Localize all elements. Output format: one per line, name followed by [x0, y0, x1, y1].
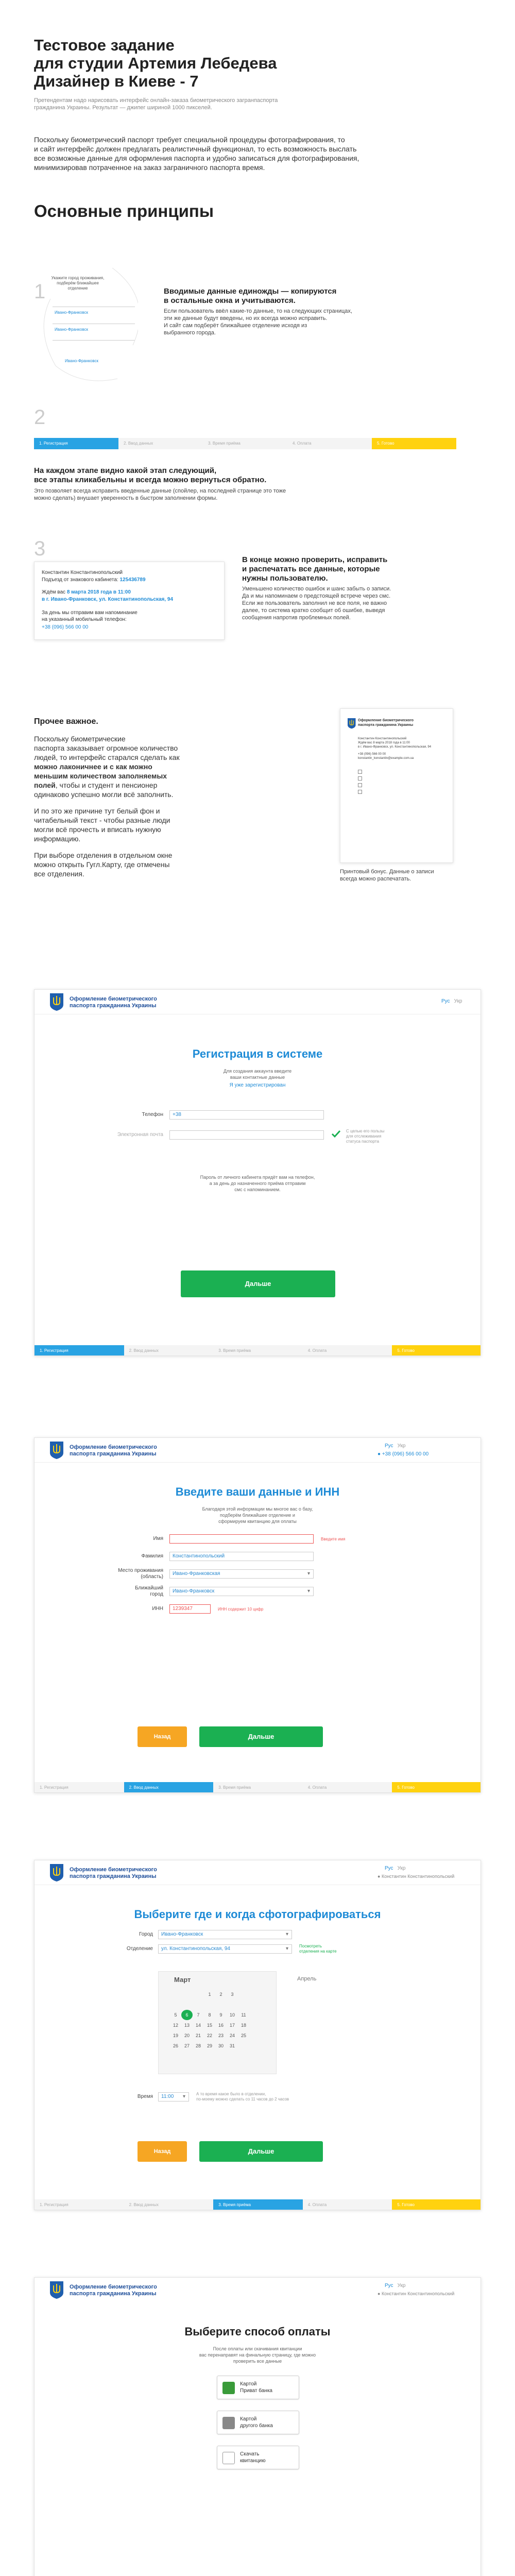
- surname-input[interactable]: Константинопольский: [169, 1552, 314, 1561]
- summary-name: Константин Константинопольский: [42, 570, 123, 575]
- already-registered-link[interactable]: Я уже зарегистрирован: [229, 1082, 286, 1088]
- lang-ru[interactable]: Рус: [385, 1443, 393, 1449]
- step-4[interactable]: 4. Оплата: [303, 2199, 392, 2210]
- coat-of-arms-icon: [50, 993, 63, 1011]
- step-4[interactable]: 4. Оплата: [287, 438, 372, 449]
- inn-error: ИНН содержит 10 цифр: [218, 1607, 264, 1612]
- summary-office: Подъезд от знакового кабинета: 125436789: [42, 577, 146, 583]
- next-button[interactable]: Дальше: [181, 1270, 335, 1297]
- principle1-city2: Ивано-Франковск: [55, 327, 88, 332]
- app-header: [35, 990, 480, 1014]
- principle1-city3: Ивано-Франковск: [65, 359, 98, 363]
- principle1-text: Если пользователь ввёл какие-то данные, то на следующих страницах, эти же данные будут введены, но их всегда можно исправить. И сайт сам подберёт ближайшее отделение исходя из выбранного города.: [164, 308, 352, 336]
- email-hint: С целью его пользы для отслеживания статуса паспорта: [346, 1129, 385, 1144]
- calendar-day[interactable]: 20: [184, 2033, 190, 2038]
- calendar-day[interactable]: 24: [229, 2033, 235, 2038]
- city-label: Город: [139, 1931, 153, 1937]
- calendar-day[interactable]: 10: [229, 2012, 235, 2018]
- principle1-arcs: [35, 268, 138, 386]
- calendar-day[interactable]: [238, 1989, 249, 1999]
- print-checklist: [358, 770, 435, 793]
- principle2-text: Это позволяет всегда исправить введенные данные (спойлер, на последней странице это тоже можно сделать) внушает уверенность в быстром заполнении формы.: [34, 488, 286, 501]
- step-3[interactable]: 3. Время приёма: [203, 438, 287, 449]
- calendar-day[interactable]: 18: [241, 2023, 246, 2028]
- registration-title: Регистрация в системе: [192, 1047, 323, 1060]
- misc-text: Поскольку биометрические паспорта заказывает огромное количество людей, то интерфейс старался сделать как можно лаконичнее и с как можно меньшим количеством заполняемых полей, чтобы и студент и пенсионер одинаково успешно могли всё заполнить. И по это же причине тут белый фон и читабельный текст - чтобы разные люди могли всё прочесть и вписать нужную информацию. При выборе отделения в отдельном окне можно открыть Гугл.Карту, где отмечены все отделения.: [34, 735, 180, 878]
- user-icon: ●: [377, 2291, 381, 2296]
- calendar-day[interactable]: [170, 1989, 181, 1999]
- coat-of-arms-icon: [50, 1864, 63, 1882]
- language-switch[interactable]: [385, 1443, 405, 1449]
- phone-label: Телефон: [142, 1112, 163, 1117]
- calendar-month: Март: [174, 1976, 191, 1984]
- header-user[interactable]: ● Константин Константинопольский: [377, 2291, 455, 2296]
- app-title: Оформление биометрического паспорта гражданина Украины: [70, 2284, 157, 2297]
- calendar-day[interactable]: 23: [218, 2033, 224, 2038]
- step-1[interactable]: 1. Регистрация: [35, 1782, 124, 1793]
- header-phone: ● +38 (096) 566 00 00: [377, 1451, 429, 1457]
- print-body: Константин Константинопольский Ждём вас 8 марта 2018 года в 11:00 в г. Ивано-Франковск, ул. Константинопольская, 94 +38 (096) 566 00 00 konstantin_konstantin@example.com.ua: [358, 737, 432, 760]
- calendar-day[interactable]: [181, 1989, 193, 1999]
- app-title: Оформление биометрического паспорта гражданина Украины: [70, 1444, 157, 1457]
- calendar-day[interactable]: [238, 2041, 249, 2051]
- calendar-day[interactable]: 6: [181, 2010, 193, 2020]
- step-1[interactable]: 1. Регистрация: [34, 438, 118, 449]
- time-select[interactable]: 11:00 ▾: [158, 2092, 189, 2102]
- summary-addr: в г. Ивано-Франковск, ул. Константинопольская, 94: [42, 597, 174, 602]
- coat-of-arms-icon: [50, 1442, 63, 1459]
- lang-ua[interactable]: Укр: [397, 2283, 406, 2289]
- calendar-day[interactable]: 7: [197, 2012, 200, 2018]
- language-switch[interactable]: [385, 1866, 405, 1871]
- app-header: [35, 2278, 480, 2302]
- screen-payment: [34, 2277, 481, 2576]
- stepbar: [35, 1782, 481, 1793]
- principle1-city1: Ивано-Франковск: [55, 310, 88, 315]
- region-label: Место проживания (область): [118, 1568, 163, 1580]
- phone-input[interactable]: +38: [169, 1110, 324, 1120]
- document-icon: [222, 2452, 235, 2464]
- step-3[interactable]: 3. Время приёма: [213, 2199, 303, 2210]
- email-label: Электронная почта: [117, 1132, 163, 1138]
- calendar-grid: [170, 1989, 249, 2051]
- calendar-day[interactable]: [204, 1999, 215, 2010]
- print-caption: Принтовый бонус. Данные о записи всегда можно распечатать.: [340, 869, 434, 882]
- calendar-day[interactable]: 11: [241, 2012, 246, 2018]
- language-switch[interactable]: [441, 998, 462, 1004]
- principle2-title: На каждом этапе видно какой этап следующий, все этапы кликабельны и всегда можно вернуться обратно.: [34, 466, 267, 484]
- calendar-day[interactable]: 12: [173, 2023, 178, 2028]
- next-button[interactable]: Дальше: [199, 2141, 323, 2162]
- chevron-down-icon: ▾: [182, 2094, 185, 2099]
- privatbank-icon: [222, 2382, 235, 2394]
- inn-label: ИНН: [152, 1606, 163, 1612]
- stepbar: [35, 1345, 481, 1356]
- data-desc: Благодаря этой информации мы многое вас о базу, подберём ближайшее отделение и сформируем квитанцию для оплаты: [202, 1506, 313, 1524]
- lang-ru[interactable]: Рус: [385, 2283, 393, 2289]
- calendar-day[interactable]: 29: [207, 2043, 212, 2048]
- step-3[interactable]: 3. Время приёма: [213, 1345, 303, 1356]
- nearest-city-label: Ближайший город: [135, 1585, 163, 1597]
- step-4[interactable]: 4. Оплата: [303, 1345, 392, 1356]
- office-label: Отделение: [126, 1946, 153, 1952]
- principle3-summary-card: [34, 562, 225, 640]
- calendar-day[interactable]: 9: [219, 2012, 222, 2018]
- step-5[interactable]: 5. Готово: [392, 1345, 481, 1356]
- calendar-day[interactable]: 1: [208, 1992, 211, 1997]
- app-title: Оформление биометрического паспорта гражданина Украины: [70, 1867, 157, 1879]
- user-icon: ●: [377, 1451, 381, 1457]
- step-2[interactable]: 2. Ввод данных: [124, 1345, 214, 1356]
- calendar-day[interactable]: 22: [207, 2033, 212, 2038]
- language-switch[interactable]: [385, 2283, 405, 2289]
- chevron-down-icon: ▾: [285, 1946, 288, 1952]
- chevron-down-icon: ▾: [307, 1571, 310, 1577]
- time-note: А то время какое было в отделении, по-моему можно сделать со 11 часов до 2 часов: [196, 2092, 289, 2102]
- inn-input[interactable]: 1239347: [169, 1604, 211, 1614]
- registration-desc: Для создания аккаунта введите ваши контактные данные: [223, 1069, 292, 1080]
- calendar-day[interactable]: 5: [174, 2012, 177, 2018]
- summary-note: За день мы отправим вам напоминание на указанный мобильный телефон:: [42, 610, 138, 622]
- intro-title-line2: для студии Артемия Лебедева: [34, 54, 277, 72]
- step-4[interactable]: 4. Оплата: [303, 1782, 392, 1793]
- calendar-day[interactable]: 26: [173, 2043, 178, 2048]
- data-title: Введите ваши данные и ИНН: [175, 1485, 340, 1498]
- step-2[interactable]: 2. Ввод данных: [124, 2199, 214, 2210]
- calendar-day[interactable]: 3: [231, 1992, 234, 1997]
- lang-ua[interactable]: Укр: [397, 1866, 406, 1871]
- step-5[interactable]: 5. Готово: [392, 2199, 481, 2210]
- map-link[interactable]: Посмотреть отделения на карте: [299, 1944, 337, 1954]
- principle1-mock-text: Укажите город проживания, подберём ближайшее отделение: [51, 276, 105, 291]
- calendar-day[interactable]: [227, 1999, 238, 2010]
- time-title: Выберите где и когда сфотографироваться: [134, 1908, 381, 1921]
- intro-para-line1: Поскольку биометрический паспорт требует специальной процедуры фотографирования, то: [34, 135, 345, 144]
- card-icon: [222, 2417, 235, 2429]
- step-3[interactable]: 3. Время приёма: [213, 1782, 303, 1793]
- principle1-number: 1: [34, 280, 46, 303]
- lang-ua[interactable]: Укр: [454, 998, 462, 1004]
- summary-date: Ждём вас 8 марта 2018 года в 11:00: [42, 589, 131, 595]
- pay-privat-button[interactable]: Картой Приват банка: [217, 2376, 299, 2399]
- name-label: Имя: [153, 1536, 163, 1541]
- app-title: Оформление биометрического паспорта гражданина Украины: [70, 996, 157, 1009]
- back-button[interactable]: Назад: [138, 2141, 187, 2162]
- principle2-stepbar: [34, 438, 456, 449]
- lang-ua[interactable]: Укр: [397, 1443, 406, 1449]
- intro-para-line4: минимизировав потраченное на заказ заграничного паспорта время.: [34, 163, 265, 172]
- calendar-day[interactable]: 25: [241, 2033, 246, 2038]
- stepbar: [35, 2199, 481, 2210]
- misc-title: Прочее важное.: [34, 717, 98, 726]
- calendar-day[interactable]: 28: [195, 2043, 201, 2048]
- payment-title: Выберите способ оплаты: [184, 2325, 331, 2338]
- calendar-day[interactable]: [215, 1999, 227, 2010]
- app-header: [35, 1860, 480, 1885]
- principle3-number: 3: [34, 537, 46, 560]
- calendar-day[interactable]: 13: [184, 2023, 190, 2028]
- calendar-day[interactable]: [170, 1999, 181, 2010]
- step-1[interactable]: 1. Регистрация: [35, 1345, 124, 1356]
- summary-phone: +38 (096) 566 00 00: [42, 624, 89, 630]
- intro-para-line2: и сайт интерфейс должен предлагать реалистичный функционал, то есть возможность выслать: [34, 145, 357, 153]
- step-2[interactable]: 2. Ввод данных: [124, 1782, 214, 1793]
- back-button[interactable]: Назад: [138, 1726, 187, 1747]
- app-header: [35, 1438, 480, 1463]
- registration-note: Пароль от личного кабинета придёт вам на телефон, а за день до назначенного приёма отправим смс с напоминанием.: [200, 1175, 315, 1192]
- coat-of-arms-icon: [348, 718, 356, 728]
- region-select[interactable]: Ивано-Франковская ▾: [169, 1569, 314, 1579]
- header-user[interactable]: ● Константин Константинопольский: [377, 1874, 455, 1879]
- calendar: [158, 1971, 277, 2074]
- payment-desc: После оплаты или скачивания квитанции вас перенаправят на финальную страницу, где можно проверить все данные: [199, 2346, 316, 2364]
- calendar-day[interactable]: 21: [195, 2033, 201, 2038]
- intro-subtitle-line2: гражданина Украины. Результат — джипег шириной 1000 пикселей.: [34, 105, 212, 111]
- name-error: Введите имя: [321, 1537, 346, 1541]
- lang-ru[interactable]: Рус: [385, 1866, 393, 1871]
- screen-time-selection: [34, 1860, 481, 2210]
- city-select[interactable]: Ивано-Франковск ▾: [158, 1930, 292, 1939]
- download-receipt-button[interactable]: Скачать квитанцию: [217, 2446, 299, 2469]
- name-input[interactable]: [169, 1534, 314, 1544]
- print-preview: [340, 708, 453, 863]
- principle1-mock: [34, 268, 137, 386]
- coat-of-arms-icon: [50, 2281, 63, 2299]
- time-label: Время: [137, 2094, 153, 2099]
- calendar-day[interactable]: 2: [219, 1992, 222, 1997]
- principles-heading: Основные принципы: [34, 201, 214, 221]
- nearest-city-select[interactable]: Ивано-Франковск ▾: [169, 1587, 314, 1596]
- calendar-day[interactable]: 30: [218, 2043, 224, 2048]
- calendar-next-month[interactable]: Апрель: [297, 1976, 317, 1982]
- principle2-number: 2: [34, 406, 46, 429]
- office-select[interactable]: ул. Константинопольская, 94 ▾: [158, 1944, 292, 1954]
- lang-ru[interactable]: Рус: [441, 998, 450, 1004]
- step-1[interactable]: 1. Регистрация: [35, 2199, 124, 2210]
- intro-subtitle-line1: Претендентам надо нарисовать интерфейс онлайн-заказа биометрического загранпаспорта: [34, 97, 278, 104]
- intro-title-line3: Дизайнер в Киеве - 7: [34, 72, 199, 90]
- chevron-down-icon: ▾: [307, 1588, 310, 1594]
- calendar-day[interactable]: [193, 1989, 204, 1999]
- calendar-day[interactable]: [238, 1999, 249, 2010]
- step-2[interactable]: 2. Ввод данных: [118, 438, 203, 449]
- next-button[interactable]: Дальше: [199, 1726, 323, 1747]
- calendar-day[interactable]: [181, 1999, 193, 2010]
- principle1-title: Вводимые данные единожды — копируются в остальные окна и учитываются.: [164, 287, 337, 305]
- calendar-day[interactable]: 31: [229, 2043, 235, 2048]
- chevron-down-icon: ▾: [285, 1931, 288, 1937]
- email-input[interactable]: [169, 1130, 324, 1140]
- calendar-day[interactable]: [193, 1999, 204, 2010]
- intro-para-line3: все возможные данные для оформления паспорта и удобно записаться для фотографирования,: [34, 154, 359, 162]
- calendar-day[interactable]: 17: [229, 2023, 235, 2028]
- calendar-day[interactable]: 15: [207, 2023, 212, 2028]
- print-header: Оформление биометрического паспорта гражданина Украины: [358, 719, 414, 727]
- user-icon: ●: [377, 1874, 381, 1879]
- surname-label: Фамилия: [141, 1553, 163, 1559]
- step-5[interactable]: 5. Готово: [392, 1782, 481, 1793]
- calendar-day[interactable]: 16: [218, 2023, 224, 2028]
- calendar-day[interactable]: 14: [195, 2023, 201, 2028]
- calendar-day[interactable]: 19: [173, 2033, 178, 2038]
- step-5[interactable]: 5. Готово: [372, 438, 456, 449]
- checkmark-icon: [331, 1129, 341, 1142]
- screen-data-entry: [34, 1437, 481, 1793]
- calendar-day[interactable]: 8: [208, 2012, 211, 2018]
- screen-registration: [34, 989, 481, 1356]
- calendar-day[interactable]: 27: [184, 2043, 190, 2048]
- principle3-title: В конце можно проверить, исправить и распечатать все данные, которые нужны пользователю.: [242, 555, 388, 583]
- principle3-text: Уменьшено количество ошибок и шанс забыть о записи. Да и мы напоминаем о предстоящей встрече через смс. Если же пользователь заполнил не все поля, не важно далее, то система кратко сообщит об ошибке, выведя сообщения напротив проблемных полей.: [242, 586, 391, 621]
- intro-title-line1: Тестовое задание: [34, 36, 175, 54]
- pay-other-card-button[interactable]: Картой другого банка: [217, 2411, 299, 2434]
